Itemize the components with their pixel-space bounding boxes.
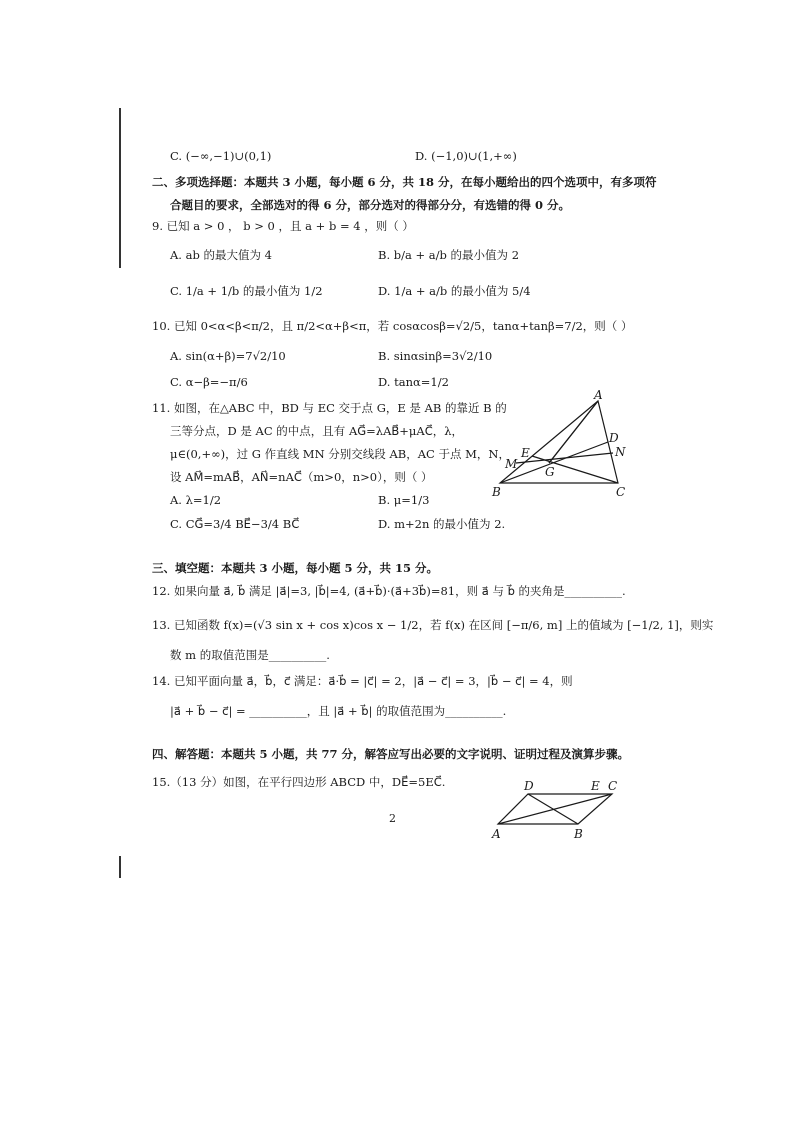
q14-stem-cont: |a⃗ + b⃗ − c⃗| = __________，且 |a⃗ + b⃗| 的取值范围为__________.: [170, 704, 507, 718]
q10-stem: 10. 已知 0<α<β<π/2，且 π/2<α+β<π，若 cosαcosβ=√2/5，tanα+tanβ=7/2，则（ ）: [152, 319, 633, 333]
label-e: E: [591, 779, 600, 793]
label-a: A: [594, 388, 603, 402]
section-3-title: 三、填空题：本题共 3 小题，每小题 5 分，共 15 分。: [152, 561, 439, 575]
segment-an-side: [549, 401, 598, 463]
triangle-abc: [500, 401, 618, 483]
section-4-title: 四、解答题：本题共 5 小题，共 77 分，解答应写出必要的文字说明、证明过程及演算步骤。: [152, 747, 630, 761]
q10-option-b: B. sinαsinβ=3√2/10: [378, 349, 493, 363]
label-b: B: [492, 485, 501, 499]
q11-option-c: C. CG⃗=3/4 BE⃗−3/4 BC⃗: [170, 517, 300, 531]
q9-option-c: C. 1/a + 1/b 的最小值为 1/2: [170, 284, 323, 298]
label-d: D: [524, 779, 534, 793]
q15-stem: 15.（13 分）如图，在平行四边形 ABCD 中，DE⃗=5EC⃗.: [152, 775, 446, 789]
q8-option-c: C. (−∞,−1)∪(0,1): [170, 149, 272, 163]
page-number: 2: [389, 812, 396, 825]
q11-option-b: B. μ=1/3: [378, 493, 430, 507]
q9-option-a: A. ab 的最大值为 4: [170, 248, 272, 262]
label-m: M: [505, 457, 518, 471]
label-e: E: [521, 446, 530, 460]
section-2-title-cont: 合题目的要求，全部选对的得 6 分，部分选对的得部分分，有选错的得 0 分。: [170, 198, 571, 212]
label-g: G: [545, 465, 555, 479]
q14-stem: 14. 已知平面向量 a⃗，b⃗，c⃗ 满足：a⃗·b⃗ = |c⃗| = 2，|a⃗ − c⃗| = 3，|b⃗ − c⃗| = 4，则: [152, 674, 573, 688]
label-c: C: [616, 485, 626, 499]
triangle-figure: [492, 388, 642, 502]
section-2-title: 二、多项选择题：本题共 3 小题，每小题 6 分，共 18 分，在每小题给出的四个选项中，有多项符: [152, 175, 657, 189]
label-b: B: [574, 827, 583, 841]
q10-option-c: C. α−β=−π/6: [170, 375, 248, 389]
q10-option-a: A. sin(α+β)=7√2/10: [170, 349, 286, 363]
q11-option-d: D. m+2n 的最小值为 2.: [378, 517, 506, 531]
q12-stem: 12. 如果向量 a⃗, b⃗ 满足 |a⃗|=3, |b⃗|=4, (a⃗+b⃗)·(a⃗+3b⃗)=81，则 a⃗ 与 b⃗ 的夹角是__________.: [152, 584, 626, 598]
parallelogram-figure: [488, 778, 628, 843]
label-d: D: [609, 431, 619, 445]
scan-edge-line-top: [119, 108, 121, 268]
label-n: N: [615, 445, 626, 459]
q11-stem-3: μ∈(0,+∞)，过 G 作直线 MN 分别交线段 AB，AC 于点 M，N，: [170, 447, 510, 461]
q11-stem-1: 11. 如图，在△ABC 中，BD 与 EC 交于点 G，E 是 AB 的靠近 B 的: [152, 401, 507, 415]
q13-stem-cont: 数 m 的取值范围是__________.: [170, 648, 330, 662]
q9-option-d: D. 1/a + a/b 的最小值为 5/4: [378, 284, 531, 298]
q11-stem-2: 三等分点，D 是 AC 的中点，且有 AG⃗=λAB⃗+μAC⃗，λ，: [170, 424, 464, 438]
q8-option-d: D. (−1,0)∪(1,+∞): [415, 149, 517, 163]
segment-db: [528, 794, 578, 824]
q9-stem: 9. 已知 a > 0 ， b > 0 ，且 a + b = 4 ，则（ ）: [152, 219, 414, 233]
q9-option-b: B. b/a + a/b 的最小值为 2: [378, 248, 520, 262]
scan-edge-line-bottom: [119, 856, 121, 878]
q10-option-d: D. tanα=1/2: [378, 375, 449, 389]
q13-stem: 13. 已知函数 f(x)=(√3 sin x + cos x)cos x − 1/2，若 f(x) 在区间 [−π/6, m] 上的值域为 [−1/2, 1]，则实: [152, 618, 714, 632]
label-c: C: [608, 779, 618, 793]
q11-stem-4: 设 AM⃗=mAB⃗，AN⃗=nAC⃗（m>0，n>0），则（ ）: [170, 470, 433, 484]
q11-option-a: A. λ=1/2: [170, 493, 222, 507]
label-a: A: [492, 827, 501, 841]
